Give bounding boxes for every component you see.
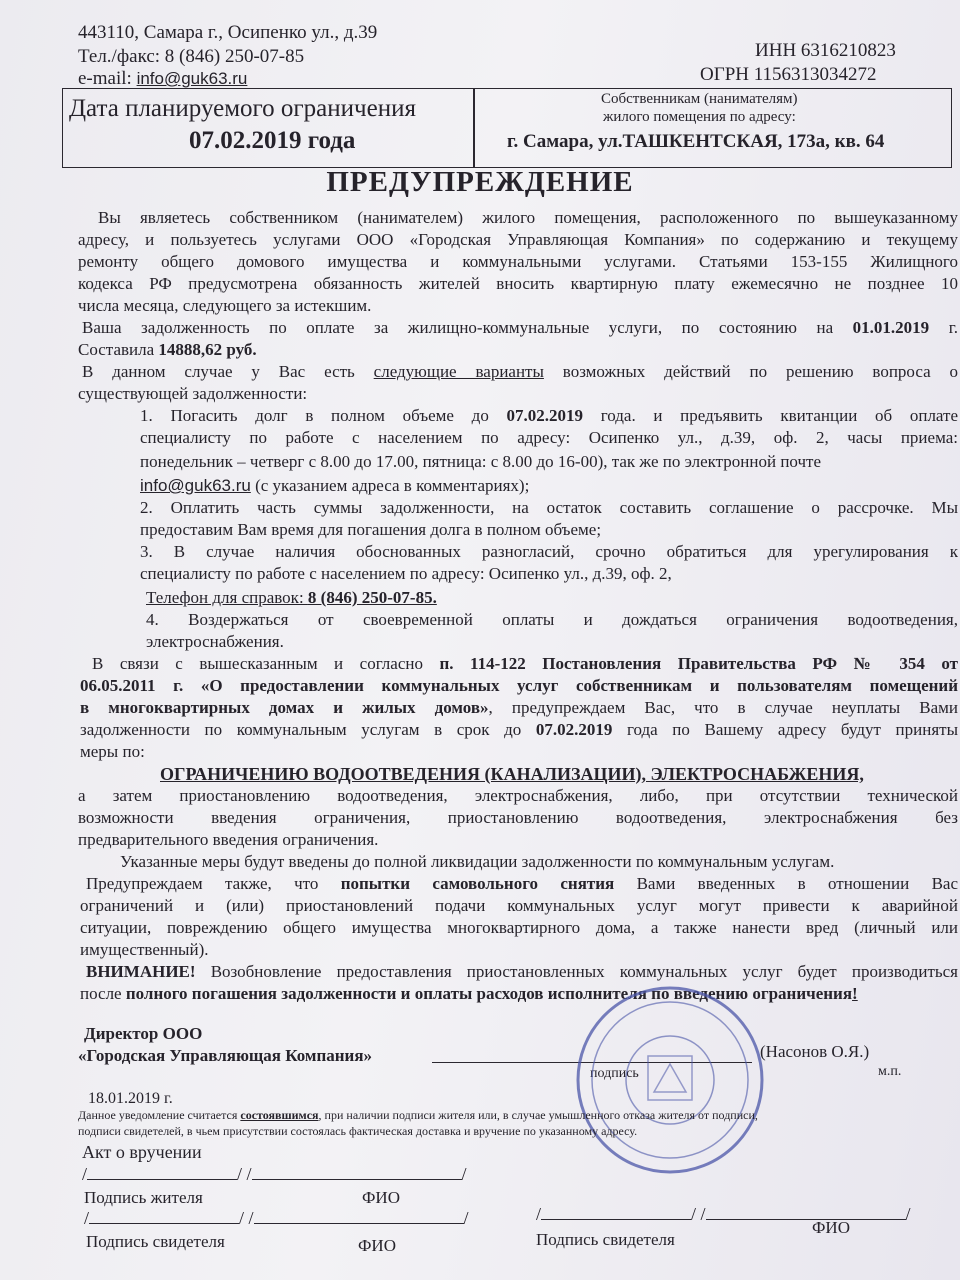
measure-heading: ОГРАНИЧЕНИЮ ВОДООТВЕДЕНИЯ (КАНАЛИЗАЦИИ), ЭЛЕКТРОСНАБЖЕНИЯ, bbox=[160, 764, 864, 784]
paragraph-line: адресу, и пользуетесь услугами ООО «Городская Управляющая Компания» по содержанию и текущему bbox=[78, 230, 958, 249]
attention-label: ВНИМАНИЕ! bbox=[86, 962, 196, 981]
box-divider bbox=[473, 89, 475, 167]
warning-bold: попытки самовольного снятия bbox=[340, 874, 615, 893]
attention-bold: полного погашения задолженности и оплаты расходов исполнителя по введению ограничения bbox=[125, 984, 853, 1003]
text-segment: г. bbox=[929, 318, 958, 337]
paragraph-line: а затем приостановлению водоотведения, электроснабжения, либо, при отсутствии технической bbox=[78, 786, 958, 805]
witness-sign-slashes: / / / / bbox=[84, 1208, 469, 1228]
text-segment: Составила bbox=[78, 340, 159, 359]
text-segment: года. и предъявить квитанции об оплате bbox=[583, 406, 959, 425]
company-address: 443110, Самара г., Осипенко ул., д.39 bbox=[78, 22, 378, 43]
text-segment: возможных действий по решению вопроса о bbox=[543, 362, 958, 381]
warning-line: имущественный). bbox=[80, 940, 209, 959]
email-link[interactable]: info@guk63.ru bbox=[140, 476, 251, 495]
text-segment: года по Вашему адресу будут приняты bbox=[612, 720, 958, 739]
text-segment: , предупреждаем Вас, что в случае неуплаты Вами bbox=[488, 698, 958, 717]
director-name: (Насонов О.Я.) bbox=[760, 1042, 870, 1061]
paragraph-line: меры по: bbox=[80, 742, 145, 761]
company-phone: Тел./факс: 8 (846) 250-07-85 bbox=[78, 46, 305, 67]
footnote-bold: состоявшимся bbox=[240, 1108, 319, 1122]
debt-line bbox=[82, 318, 958, 338]
option-4-line: электроснабжения. bbox=[146, 632, 284, 651]
option-1-line: специалисту по работе с населением по адресу: Осипенко ул., д.39, оф. 2, часы приема: bbox=[140, 428, 958, 447]
reference-phone: 8 (846) 250-07-85. bbox=[307, 588, 437, 607]
warning-line: ситуации, повреждению общего имущества многоквартирного дома, а также нанести вред (личный или bbox=[80, 918, 958, 937]
option-2-line: предоставим Вам время для погашения долга в полном объеме; bbox=[140, 520, 602, 539]
deadline-date: 07.02.2019 bbox=[535, 720, 613, 739]
witness2-sign-label: Подпись свидетеля bbox=[536, 1230, 675, 1249]
company-email-link[interactable]: info@guk63.ru bbox=[136, 69, 248, 88]
footnote-line bbox=[78, 1108, 758, 1123]
company-inn: ИНН 6316210823 bbox=[755, 40, 896, 61]
paragraph-line: кодекса РФ предусмотрена обязанность жителей вносить квартирную плату ежемесячно не позднее 10 bbox=[78, 274, 958, 293]
recipient-address: г. Самара, ул.ТАШКЕНТСКАЯ, 173а, кв. 64 bbox=[507, 131, 885, 152]
legal-basis-line bbox=[80, 720, 958, 740]
paragraph-line: Вы являетесь собственником (нанимателем) жилого помещения, расположенного по вышеуказанному bbox=[98, 208, 958, 227]
company-seal-icon bbox=[570, 980, 770, 1180]
text-segment: Данное уведомление считается bbox=[78, 1108, 241, 1122]
text-segment: В данном случае у Вас есть bbox=[82, 362, 374, 381]
witness2-sign-slashes: / / / / bbox=[536, 1204, 911, 1224]
paragraph-line: ремонту общего домового имущества и коммунальными услугами. Статьями 153-155 Жилищного bbox=[78, 252, 958, 271]
reference-phone-line bbox=[146, 588, 437, 608]
text-segment: 1. Погасить долг в полном объеме до bbox=[140, 406, 507, 425]
paragraph-line: существующей задолженности: bbox=[78, 384, 308, 403]
witness-sign-label: Подпись свидетеля bbox=[86, 1232, 225, 1251]
witness-fio-label: ФИО bbox=[358, 1236, 396, 1255]
company-ogrn: ОГРН 1156313034272 bbox=[700, 64, 877, 85]
attention-exclamation: ! bbox=[852, 984, 858, 1003]
planned-restriction-date: 07.02.2019 года bbox=[189, 127, 356, 154]
paragraph-line: числа месяца, следующего за истекшим. bbox=[78, 296, 372, 315]
text-segment: Ваша задолженность по оплате за жилищно-коммунальные услуги, по состоянию на bbox=[82, 318, 853, 337]
legal-reference: п. 114-122 Постановления Правительства РФ № 354 от bbox=[439, 654, 958, 673]
resident-fio-label: ФИО bbox=[362, 1188, 400, 1207]
recipient-line-1: Собственникам (нанимателям) bbox=[601, 91, 798, 107]
signature-label: подпись bbox=[590, 1066, 639, 1081]
footnote-line: подписи свидетелей, в чьем присутствии состоялась фактическая доставка и вручение по указанному адресу. bbox=[78, 1124, 638, 1138]
legal-basis-line: 06.05.2011 г. «О предоставлении коммунальных услуг собственникам и пользователям помещений bbox=[80, 676, 958, 695]
legal-basis-line bbox=[92, 654, 958, 674]
warning-line: ограничений и (или) приостановлений подачи коммунальных услуг могут привести к аварийной bbox=[80, 896, 958, 915]
text-segment: Телефон для справок: bbox=[146, 588, 308, 607]
director-title: Директор ООО bbox=[84, 1024, 203, 1043]
document-date: 18.01.2019 г. bbox=[88, 1090, 173, 1107]
witness2-fio-label: ФИО bbox=[812, 1218, 850, 1237]
option-4-line: 4. Воздержаться от своевременной оплаты и дождаться ограничения водоотведения, bbox=[146, 610, 958, 629]
option-3-line: специалисту по работе с населением по адресу: Осипенко ул., д.39, оф. 2, bbox=[140, 564, 672, 583]
text-segment: задолженности по коммунальным услугам в срок до bbox=[80, 720, 536, 739]
deadline-date: 07.02.2019 bbox=[506, 406, 584, 425]
debt-amount: 14888,62 руб. bbox=[158, 340, 257, 359]
planned-restriction-label: Дата планируемого ограничения bbox=[69, 95, 416, 122]
company-name: «Городская Управляющая Компания» bbox=[78, 1046, 373, 1065]
header-box bbox=[62, 88, 952, 168]
paragraph-line: возможности введения ограничения, приостановлению водоотведения, электроснабжения без bbox=[78, 808, 958, 827]
company-email-line bbox=[78, 68, 247, 90]
option-1-line: понедельник – четверг с 8.00 до 17.00, пятница: с 8.00 до 16-00), так же по электронной почте bbox=[140, 452, 822, 471]
text-segment: , при наличии подписи жителя или, в случае умышленного отказа жителя от подписи, bbox=[318, 1108, 758, 1122]
recipient-line-2: жилого помещения по адресу: bbox=[603, 109, 796, 125]
attention-line bbox=[86, 962, 958, 982]
resident-sign-slashes: / / / / bbox=[82, 1164, 467, 1184]
text-segment: Возобновление предоставления приостановленных коммунальных услуг будет производиться bbox=[195, 962, 958, 981]
document-title: ПРЕДУПРЕЖДЕНИЕ bbox=[326, 166, 634, 198]
option-1-email-line bbox=[140, 476, 529, 496]
option-1-line bbox=[140, 406, 958, 426]
option-2-line: 2. Оплатить часть суммы задолженности, на остаток составить соглашение о рассрочке. Мы bbox=[140, 498, 958, 517]
stamp-place-label: м.п. bbox=[878, 1064, 902, 1079]
debt-amount-line bbox=[78, 340, 257, 360]
options-underlined: следующие варианты bbox=[373, 362, 544, 381]
warning-line bbox=[86, 874, 958, 894]
email-prefix: e-mail: bbox=[78, 68, 137, 89]
legal-basis-line bbox=[80, 698, 958, 718]
resident-sign-label: Подпись жителя bbox=[84, 1188, 203, 1207]
text-segment: (с указанием адреса в комментариях); bbox=[250, 476, 530, 495]
text-segment: после bbox=[80, 984, 126, 1003]
option-3-line: 3. В случае наличия обоснованных разногласий, срочно обратиться для урегулирования к bbox=[140, 542, 958, 561]
text-segment: Вами введенных в отношении Вас bbox=[614, 874, 958, 893]
paragraph-line: предварительного введения ограничения. bbox=[78, 830, 379, 849]
text-segment: В связи с вышесказанным и согласно bbox=[92, 654, 440, 673]
debt-date: 01.01.2019 bbox=[852, 318, 930, 337]
text-segment: Предупреждаем также, что bbox=[86, 874, 341, 893]
legal-title: в многоквартирных домах и жилых домов» bbox=[80, 698, 489, 717]
act-title: Акт о вручении bbox=[82, 1142, 202, 1162]
paragraph-line: Указанные меры будут введены до полной ликвидации задолженности по коммунальным услугам. bbox=[120, 852, 835, 871]
options-intro-line bbox=[82, 362, 958, 382]
